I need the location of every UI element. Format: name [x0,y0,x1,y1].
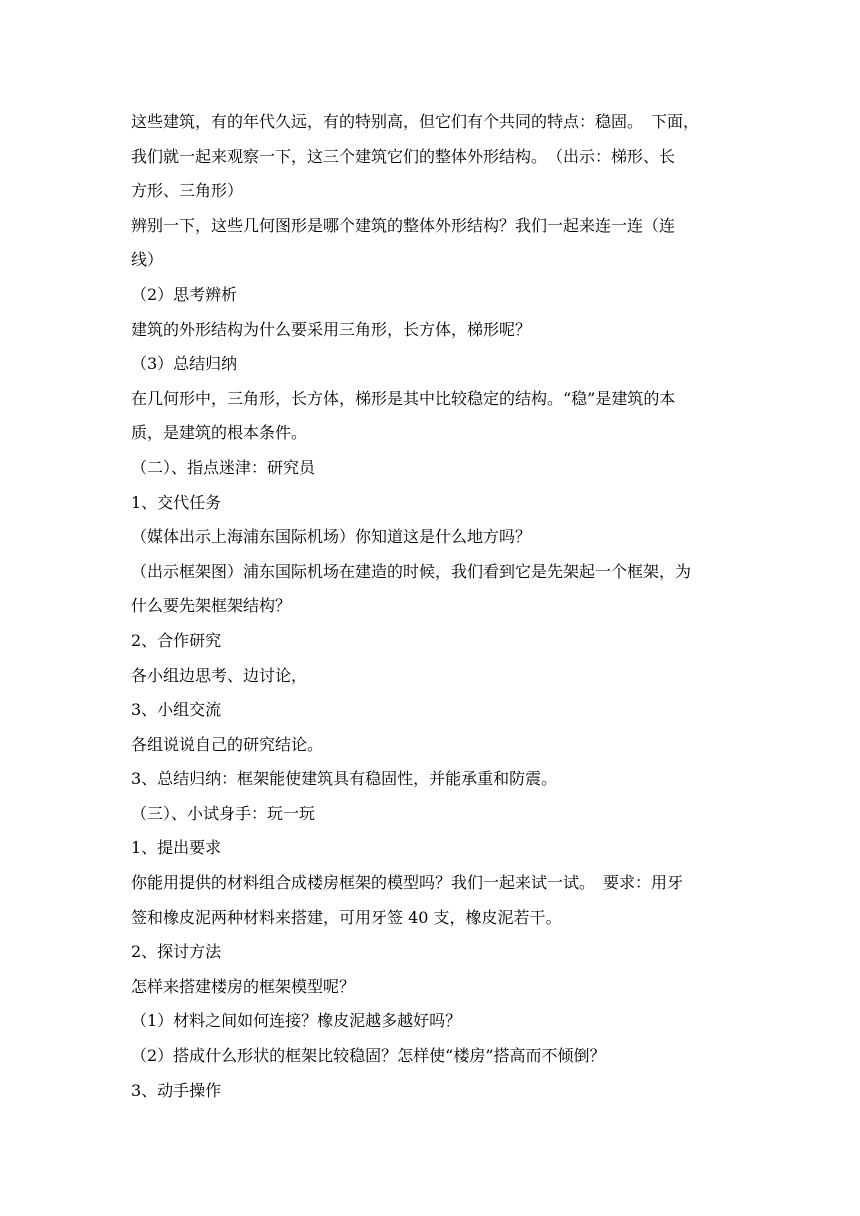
step-heading: 1、提出要求 [131,838,222,858]
paragraph-line: 什么要先架框架结构？ [131,596,292,616]
paragraph-line: 建筑的外形结构为什么要采用三角形，长方体，梯形呢？ [131,319,532,339]
paragraph-line: 各组说说自己的研究结论。 [131,734,324,754]
paragraph-line: 签和橡皮泥两种材料来搭建，可用牙签 40 支，橡皮泥若干。 [131,907,562,927]
section-heading: （3）总结归纳 [131,354,238,374]
section-heading: （2）思考辨析 [131,284,238,304]
paragraph-line: 质，是建筑的根本条件。 [131,423,308,443]
step-heading: 2、探讨方法 [131,942,222,962]
paragraph-line: 3、总结归纳：框架能使建筑具有稳固性，并能承重和防震。 [131,769,558,789]
paragraph-line: 怎样来搭建楼房的框架模型呢？ [131,976,356,996]
section-heading: （三）、小试身手：玩一玩 [131,803,316,823]
paragraph-line: 线） [131,250,164,270]
paragraph-line: （出示框架图）浦东国际机场在建造的时候，我们看到它是先架起一个框架，为 [131,561,692,581]
paragraph-line: 你能用提供的材料组合成楼房框架的模型吗？我们一起来试一试。 要求：用牙 [131,873,684,893]
paragraph-line: 这些建筑，有的年代久远，有的特别高，但它们有个共同的特点：稳固。 下面， [131,112,700,131]
step-heading: 3、小组交流 [131,700,222,720]
paragraph-line: 各小组边思考、边讨论， [131,665,308,685]
paragraph-line: 辨别一下，这些几何图形是哪个建筑的整体外形结构？我们一起来连一连（连 [131,215,676,235]
paragraph-line: 在几何形中，三角形，长方体，梯形是其中比较稳定的结构。“稳”是建筑的本 [131,388,676,408]
step-heading: 3、动手操作 [131,1080,222,1100]
section-heading: （二）、指点迷津：研究员 [131,457,316,477]
paragraph-line: （1）材料之间如何连接？橡皮泥越多越好吗？ [131,1011,462,1031]
document-body [131,105,731,1108]
step-heading: 1、交代任务 [131,492,222,512]
paragraph-line: 方形、三角形） [131,181,244,201]
paragraph-line: （2）搭成什么形状的框架比较稳固？怎样使“楼房”搭高而不倾倒？ [131,1046,606,1066]
step-heading: 2、合作研究 [131,630,222,650]
paragraph-line: （媒体出示上海浦东国际机场）你知道这是什么地方吗？ [131,527,532,547]
paragraph-line: 我们就一起来观察一下，这三个建筑它们的整体外形结构。 （出示：梯形、长 [131,146,676,166]
